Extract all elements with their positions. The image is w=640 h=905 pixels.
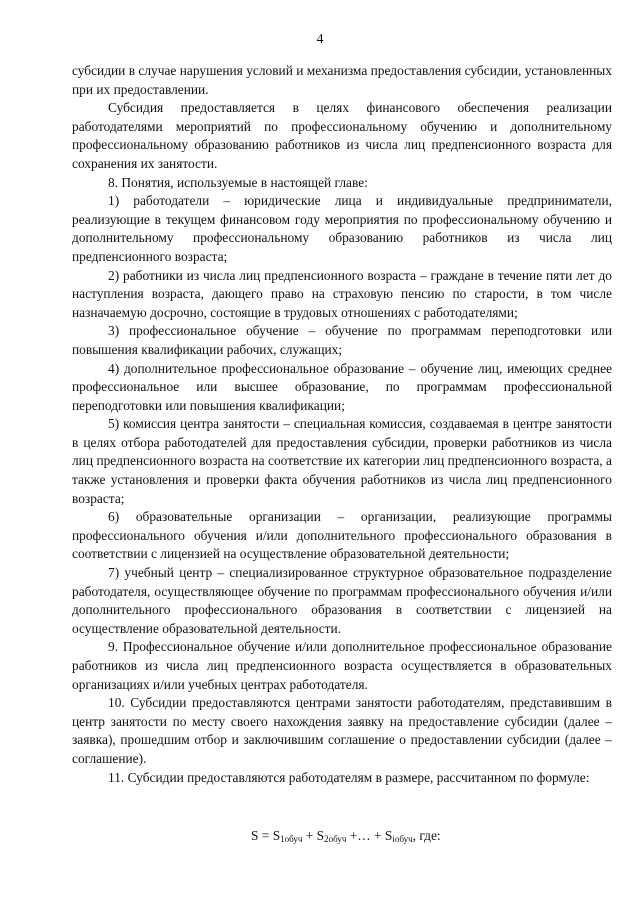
definition-6-educational-organizations: 6) образовательные организации – организации, реализующие программы профессионального обучения и/или дополнительного профессионального образования в соответствии с лицензией на осуществление образовательной деятельности; xyxy=(72,509,612,562)
paragraph-11-subsidy-amount: 11. Субсидии предоставляются работодателям в размере, рассчитанном по формуле: xyxy=(108,769,590,785)
definition-7-training-center: 7) учебный центр – специализированное структурное образовательное подразделение работодателя, осуществляющее обучение по программам профессионального обучения и/или дополнительного профессионального образования в соответствии с лицензией на осуществление образовательной деятельности. xyxy=(72,565,612,636)
paragraph-10-subsidy-provision: 10. Субсидии предоставляются центрами занятости работодателям, представившим в центр занятости по месту своего нахождения заявку на предоставление субсидии (далее – заявка), прошедшим отбор и заключившим соглашение о предоставлении субсидии (далее – соглашение). xyxy=(72,695,612,766)
paragraph-8-definitions-heading: 8. Понятия, используемые в настоящей главе: xyxy=(108,174,368,190)
paragraph-9-training-location: 9. Профессиональное обучение и/или дополнительное профессиональное образование работников из числа лиц предпенсионного возраста осуществляется в образовательных организациях и/или учебных центрах работодателя. xyxy=(72,639,612,692)
formula-subscript-1: 1обуч xyxy=(280,834,303,844)
document-body xyxy=(72,62,612,787)
formula-subscript-2: 2обуч xyxy=(324,834,347,844)
definition-4-additional-education: 4) дополнительное профессиональное образование – обучение лиц, имеющих среднее профессиональное или высшее образование, по программам профессиональной переподготовки или повышения квалификации; xyxy=(72,360,612,413)
page-number: 4 xyxy=(316,32,324,47)
definition-5-employment-commission: 5) комиссия центра занятости – специальная комиссия, создаваемая в центре занятости в целях отбора работодателей для предоставления субсидии, проверки работников из числа лиц предпенсионного возраста на соответствие их категории лиц предпенсионного возраста, а также установления и проверки факта обучения работников из числа лиц предпенсионного возраста; xyxy=(72,416,612,506)
formula-plus-1: + S xyxy=(302,828,325,843)
definition-1-employers: 1) работодатели – юридические лица и индивидуальные предприниматели, реализующие в текущем финансовом году мероприятия по профессиональному обучению и дополнительному профессиональному образованию работников из числа лиц предпенсионного возраста; xyxy=(72,193,612,264)
formula-middle: +… + S xyxy=(346,828,393,843)
definition-2-pre-retirement-workers: 2) работники из числа лиц предпенсионного возраста – граждане в течение пяти лет до наступления возраста, дающего право на страховую пенсию по старости, в том числе назначаемую досрочно, состоящие в трудовых отношениях с работодателями; xyxy=(72,267,612,320)
paragraph-subsidy-purpose: Субсидия предоставляется в целях финансового обеспечения реализации работодателями мероприятий по профессиональному обучению и дополнительному профессиональному образованию работников из числа лиц предпенсионного возраста для сохранения их занятости. xyxy=(72,100,612,171)
formula-tail: , где: xyxy=(412,828,441,843)
formula-subscript-i: iобуч xyxy=(392,834,413,844)
paragraph-subsidy-return-clause: субсидии в случае нарушения условий и механизма предоставления субсидии, установленных при их предоставлении. xyxy=(72,63,612,97)
definition-3-vocational-training: 3) профессиональное обучение – обучение по программам переподготовки или повышения квалификации рабочих, служащих; xyxy=(72,323,612,357)
formula-lhs: S = S xyxy=(251,828,281,843)
